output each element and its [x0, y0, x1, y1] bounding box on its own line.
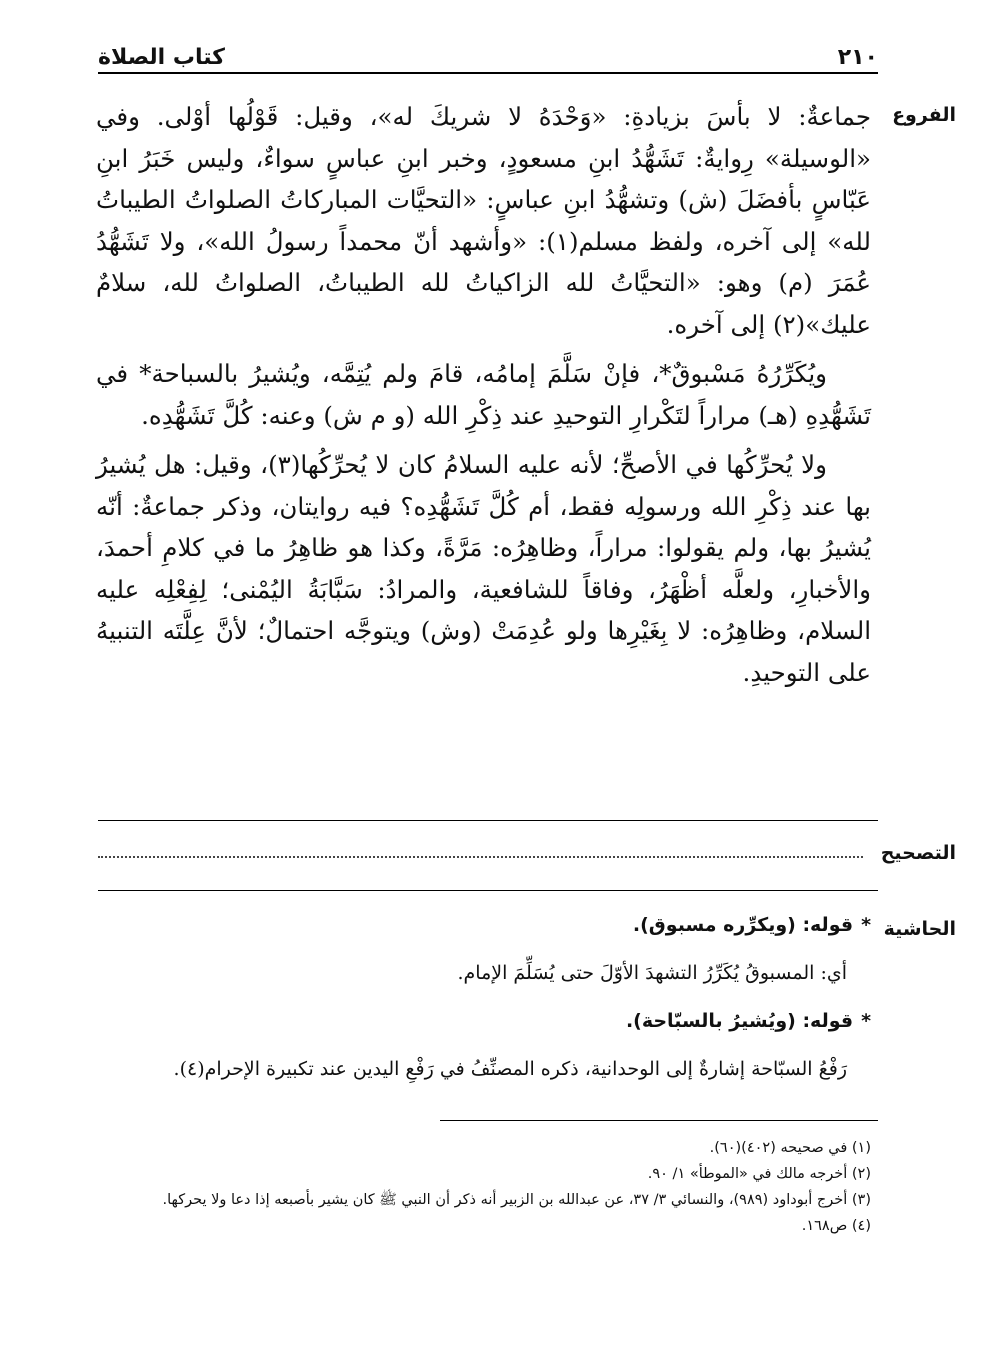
header-rule	[98, 72, 878, 74]
hashiya-section	[96, 912, 871, 1104]
furu-label: الفروع	[892, 104, 956, 126]
footnote-2: (٢) أخرجه مالك في «الموطأ» ١/ ٩٠.	[647, 1166, 871, 1182]
paragraph-1: جماعةٌ: لا بأسَ بزيادةِ: «وَحْدَهُ لا شريكَ له»، وقيل: قَوْلُها أوْلى. وفي «الوسيلة» رِوايةٌ: تَشَهُّدُ ابنِ مسعودٍ، وخبر ابنِ عباسٍ سواءٌ، وليس خَبَرُ ابنِ عَبّاسٍ بأفضَلَ (ش) وتشهُّدُ ابنِ عباسٍ: «التحيَّات المباركاتُ الصلواتُ الطيباتُ لله» إلى آخره، ولفظ مسلم(١): «وأشهد أنّ محمداً رسولُ الله»، ولا تَشَهُّدُ عُمَرَ (م) وهو: «التحيَّاتُ لله الزاكياتُ لله الطيباتُ، الصلواتُ لله، سلامٌ عليك»(٢) إلى آخره.	[96, 102, 871, 339]
footnote-4: (٤) ص١٦٨.	[801, 1218, 871, 1234]
hashiya-heading-1	[96, 912, 871, 938]
hashiya-text-2: رَفْعُ السبّاحة إشارةٌ إلى الوحدانية، ذكره المصنِّفُ في رَفْعِ اليدين عند تكبيرة الإحرام(٤).	[173, 1058, 847, 1080]
footnote-separator	[440, 1120, 878, 1121]
book-title: كتاب الصلاة	[98, 45, 225, 70]
paragraph-3: ولا يُحرِّكُها في الأصحِّ؛ لأنه عليه السلامُ كان لا يُحرِّكُها(٣)، وقيل: هل يُشيرُ بها عند ذِكْرِ الله ورسولِه فقط، أم كُلَّ تَشَهُّدِه؟ فيه روايتان، وذكر جماعةٌ: أنّه يُشيرُ بها، ولم يقولوا: مراراً، وظاهِرُه: مَرَّةً، وكذا هو ظاهِرُ ما في كلامِ أحمدَ، والأخبارِ، ولعلَّه أظْهَرُ، وفاقاً للشافعية، والمرادُ: سَبَّابَةُ اليُمْنى؛ لِفِعْلِه عليه السلام، وظاهِرُه: لا بِغَيْرِها ولو عُدِمَتْ (وش) ويتوجَّه احتمالٌ؛ لأنَّ عِلَّتَه التنبيهُ على التوحيدِ.	[96, 450, 871, 687]
asterisk-marker: *	[861, 1010, 871, 1032]
hashiya-label: الحاشية	[883, 918, 956, 940]
hashiya-heading-text: قوله: (ويُشيرُ بالسبّاحة).	[625, 1010, 854, 1032]
hashiya-text-1: أي: المسبوقُ يُكَرِّرُ التشهدَ الأوّلَ حتى يُسَلِّمَ الإمام.	[457, 962, 847, 984]
tashih-dotted-line	[98, 856, 863, 858]
footnotes	[91, 1135, 871, 1239]
tashih-label: التصحيح	[880, 842, 956, 864]
tashih-bottom-rule	[98, 890, 878, 891]
paragraph-2: ويُكَرِّرُهُ مَسْبوقٌ*، فإنْ سَلَّمَ إمامُه، قامَ ولم يُتِمَّه، ويُشيرُ بالسباحة* في تَشَهُّدِهِ (هـ) مراراً لتَكْرارِ التوحيدِ عند ذِكْرِ الله (و م ش) وعنه: كُلَّ تَشَهُّدِه.	[96, 359, 871, 430]
asterisk-marker: *	[861, 914, 871, 936]
footnote-1: (١) في صحيحه (٤٠٢)(٦٠).	[709, 1140, 871, 1156]
hashiya-heading-2	[96, 1008, 871, 1034]
page-number: ٢١٠	[837, 45, 878, 70]
page-header	[98, 40, 878, 70]
main-text	[96, 96, 871, 701]
tashih-top-rule	[98, 820, 878, 821]
footnote-3: (٣) أخرج أبوداود (٩٨٩)، والنسائي ٣/ ٣٧، عن عبدالله بن الزبير أنه ذكر أن النبي ﷺ كان يشير بأصبعه إذا دعا ولا يحركها.	[162, 1192, 871, 1208]
hashiya-heading-text: قوله: (ويكرِّره مسبوق).	[632, 914, 854, 936]
